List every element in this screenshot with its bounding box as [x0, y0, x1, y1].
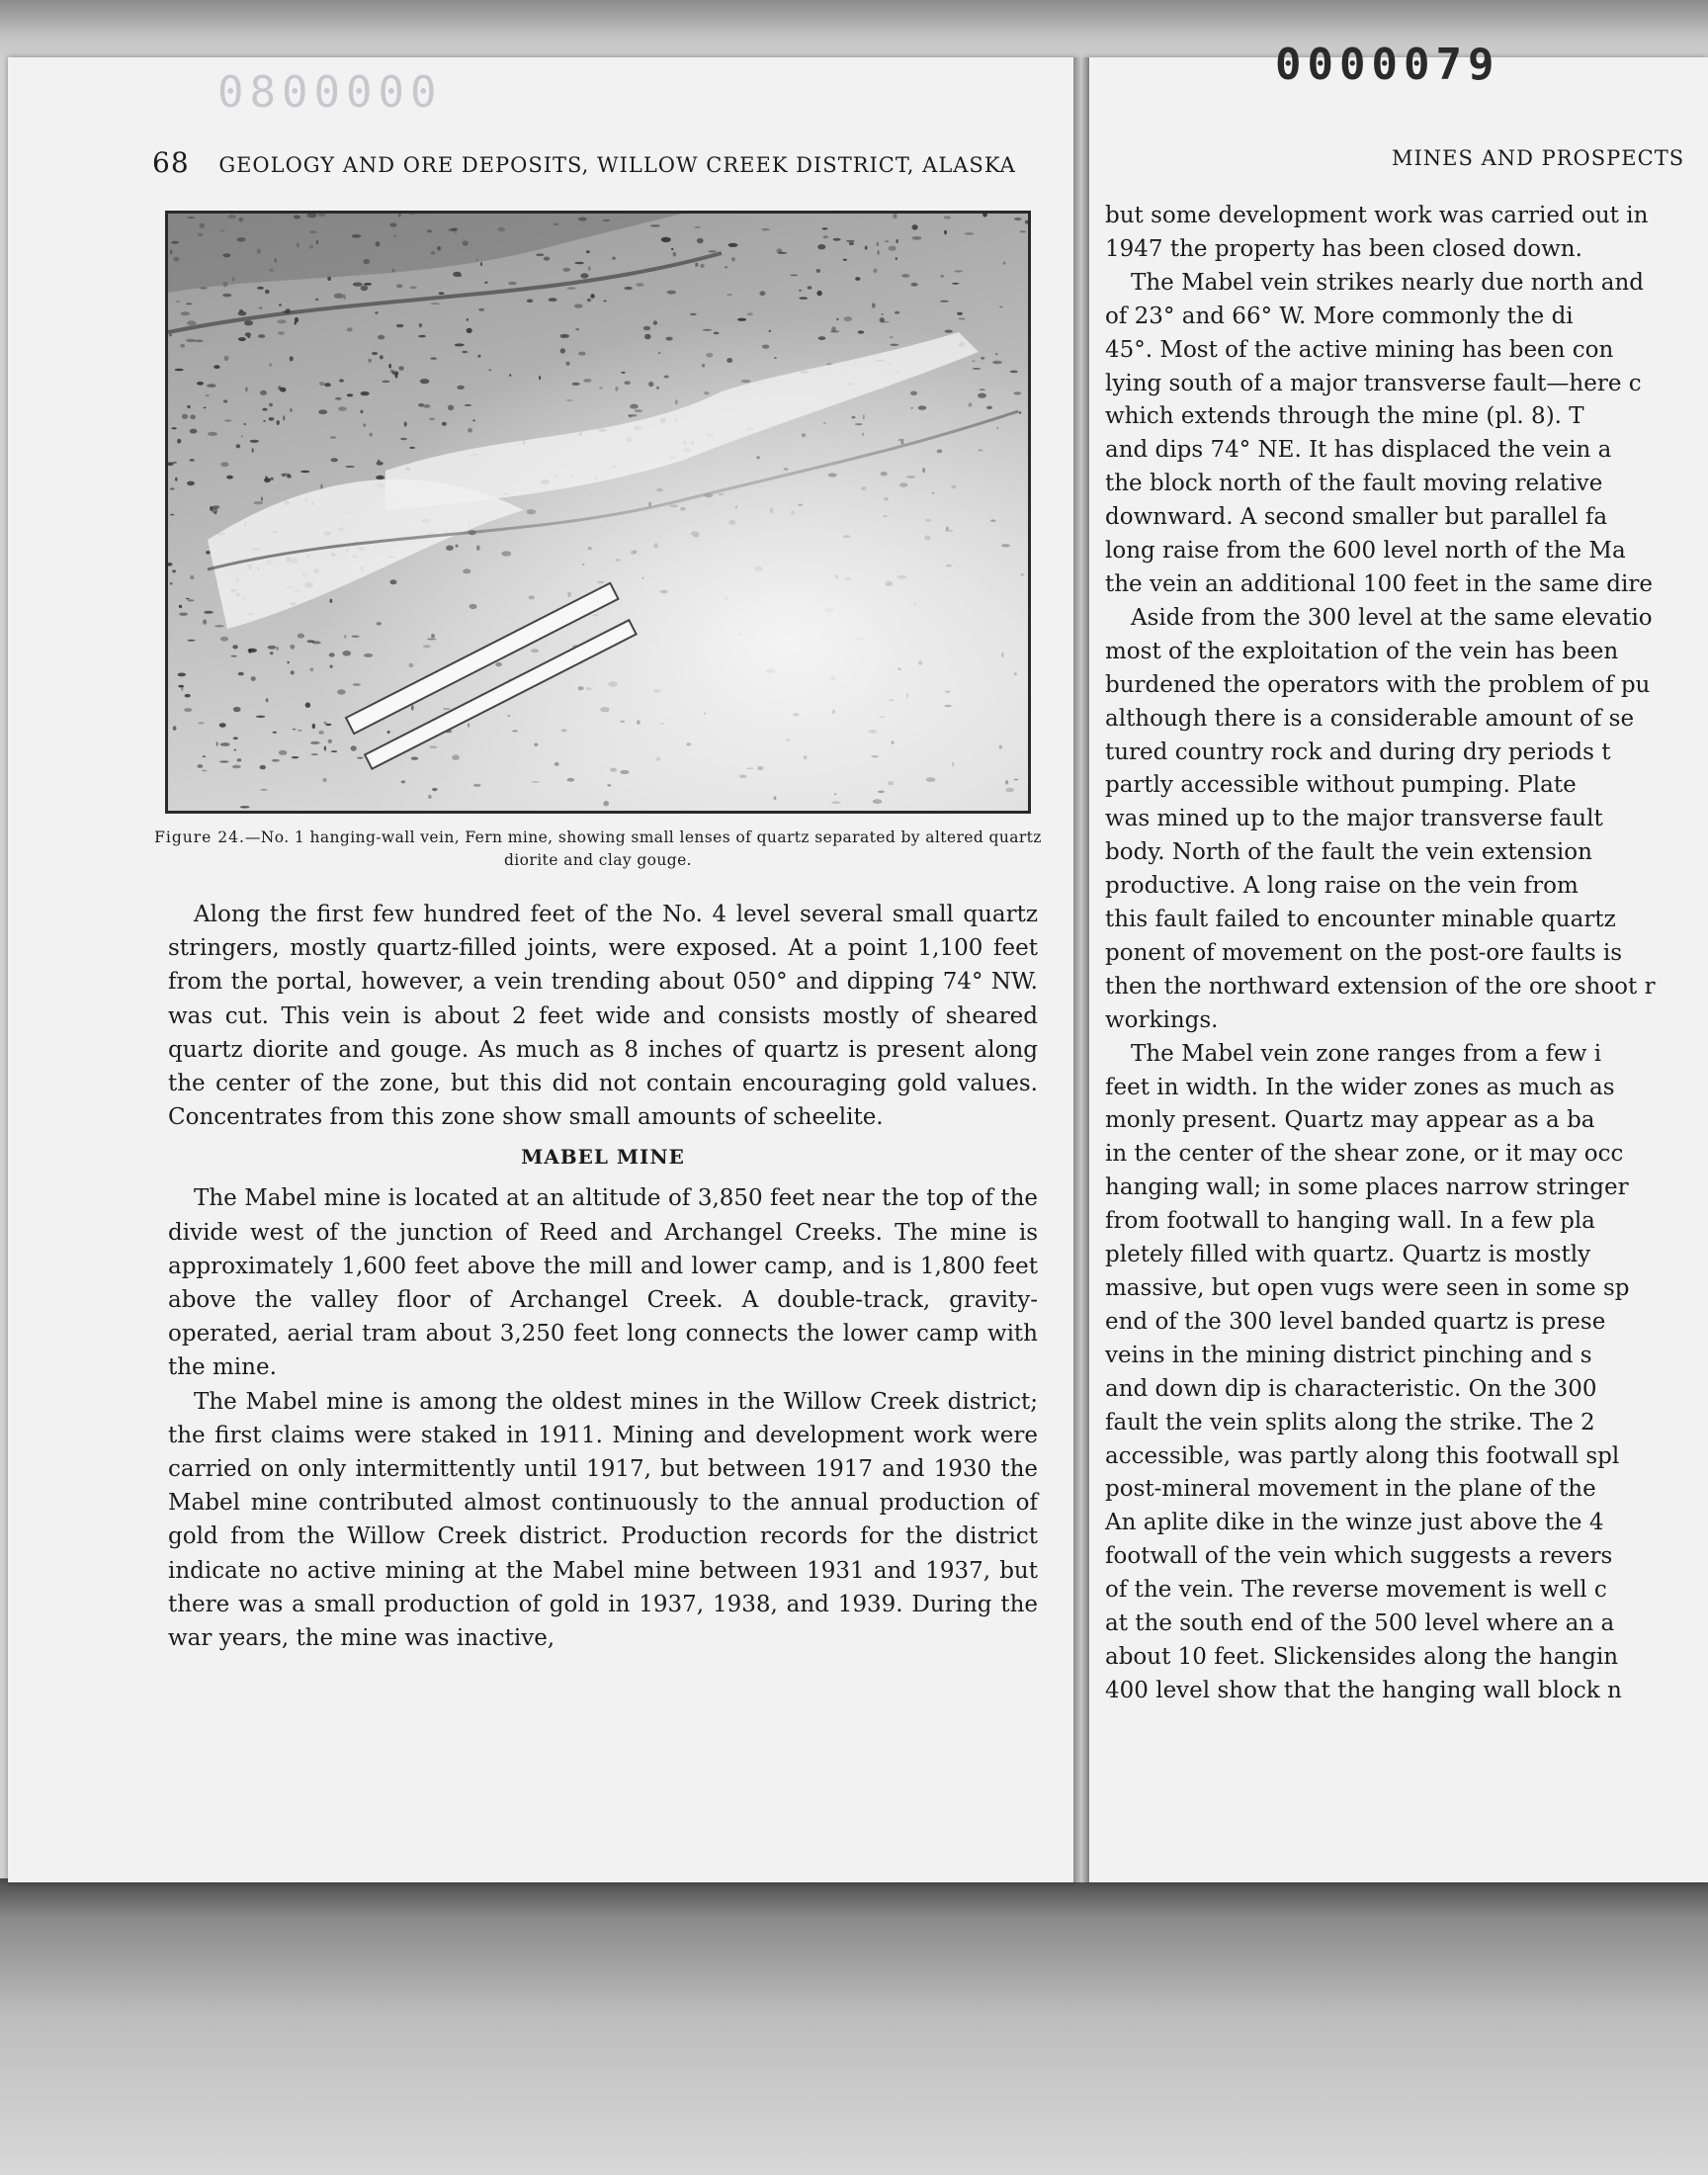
paragraph: The Mabel mine is located at an altitude of 3,850 feet near the top of the divide west of the junction of Reed and Archangel Creeks. The mine is approximately 1,600 feet above the mill and lower camp, and is 1,800 feet above the valley floor of Archangel Creek. A double-track, gravity-operated, aerial tram about 3,250 feet long connects the lower camp with the mine. [168, 1185, 1038, 1381]
left-text-column [168, 898, 1038, 1655]
text-line: was mined up to the major transverse fault [1105, 806, 1603, 832]
text-line: although there is a considerable amount of se [1105, 705, 1635, 732]
text-line: the vein an additional 100 feet in the same dire [1105, 570, 1653, 597]
text-line: end of the 300 level banded quartz is prese [1105, 1308, 1606, 1335]
text-line: burdened the operators with the problem of pu [1105, 671, 1651, 698]
text-line: post-mineral movement in the plane of the [1105, 1476, 1596, 1503]
running-head-title: GEOLOGY AND ORE DEPOSITS, WILLOW CREEK DISTRICT, ALASKA [218, 153, 1016, 177]
text-line: accessible, was partly along this footwall spl [1105, 1442, 1620, 1469]
vein-photo-drawing [168, 214, 1028, 811]
text-line: about 10 feet. Slickensides along the hangin [1105, 1643, 1619, 1670]
text-line: in the center of the shear zone, or it may occ [1105, 1141, 1624, 1168]
right-running-head: MINES AND PROSPECTS [1392, 146, 1685, 170]
text-line: and down dip is characteristic. On the 300 [1105, 1375, 1597, 1402]
left-running-head [152, 146, 1042, 180]
faint-page-stamp: 0800000 [217, 67, 443, 118]
page-stamp: 0000079 [1275, 40, 1500, 90]
text-line: and dips 74° NE. It has displaced the vein a [1105, 437, 1612, 464]
text-line: veins in the mining district pinching and s [1105, 1342, 1592, 1368]
text-line: from footwall to hanging wall. In a few pla [1105, 1208, 1595, 1235]
figure-photo [165, 211, 1031, 814]
text-line: massive, but open vugs were seen in some sp [1105, 1275, 1630, 1301]
text-line: this fault failed to encounter minable quartz [1105, 907, 1616, 933]
text-line: downward. A second smaller but parallel fa [1105, 504, 1608, 531]
text-line: partly accessible without pumping. Plate [1105, 772, 1577, 799]
text-line: then the northward extension of the ore shoot r [1105, 973, 1656, 1000]
text-line: the block north of the fault moving relative [1105, 471, 1603, 497]
text-line: Aside from the 300 level at the same elevatio [1131, 604, 1653, 631]
text-line: ponent of movement on the post-ore faults is [1105, 939, 1623, 966]
text-line: but some development work was carried out in [1105, 203, 1649, 228]
text-line: most of the exploitation of the vein has been [1105, 638, 1619, 664]
paragraph: The Mabel mine is among the oldest mines in the Willow Creek district; the first claims were staked in 1911. Mining and development work were carried on only intermittently until 1917, but between 1917 and 1930 the Mabel mine contributed almost continuously to the annual production of gold from the Willow Creek district. Production records for the district indicate no active mining at the Mabel mine between 1931 and 1937, but there was a small production of gold in 1937, 1938, and 1939. During the war years, the mine was inactive, [168, 1388, 1038, 1652]
scan-bottom-area [0, 1878, 1708, 2175]
page-number: 68 [152, 146, 190, 179]
right-text-column [1105, 200, 1708, 1708]
text-line: of the vein. The reverse movement is well c [1105, 1577, 1607, 1604]
figure-label: Figure 24. [154, 828, 245, 846]
text-line: footwall of the vein which suggests a revers [1105, 1543, 1613, 1570]
paragraph: Along the first few hundred feet of the No. 4 level several small quartz stringers, mostly quartz-filled joints, were exposed. At a point 1,100 feet from the portal, however, a vein trending about 050° and dipping 74° NW. was cut. This vein is about 2 feet wide and consists mostly of sheared quartz diorite and gouge. As much as 8 inches of quartz is present along the center of the zone, but this did not contain encouraging gold values. Concentrates from this zone show small amounts of scheelite. [168, 902, 1038, 1131]
text-line: 400 level show that the hanging wall block n [1105, 1677, 1622, 1703]
text-line: hanging wall; in some places narrow stringer [1105, 1174, 1629, 1201]
figure-caption-text: —No. 1 hanging-wall vein, Fern mine, showing small lenses of quartz separated by altered quartz diorite and clay gouge. [244, 828, 1042, 869]
text-line: workings. [1105, 1006, 1219, 1033]
text-line: at the south end of the 500 level where an a [1105, 1610, 1615, 1637]
text-line: The Mabel vein strikes nearly due north and [1131, 269, 1645, 296]
text-line: 1947 the property has been closed down. [1105, 235, 1582, 262]
text-line: which extends through the mine (pl. 8). T [1105, 403, 1584, 430]
book-gutter [1073, 57, 1089, 1882]
text-line: productive. A long raise on the vein from [1105, 873, 1579, 900]
text-line: 45°. Most of the active mining has been con [1105, 336, 1614, 363]
text-line: long raise from the 600 level north of the Ma [1105, 538, 1626, 565]
text-line: lying south of a major transverse fault—here c [1105, 370, 1642, 396]
section-heading: MABEL MINE [521, 1145, 685, 1170]
text-line: The Mabel vein zone ranges from a few i [1131, 1040, 1602, 1067]
text-line: pletely filled with quartz. Quartz is mostly [1105, 1242, 1591, 1268]
figure-caption [153, 826, 1043, 872]
text-line: of 23° and 66° W. More commonly the di [1105, 303, 1574, 329]
text-line: An aplite dike in the winze just above the 4 [1105, 1510, 1604, 1536]
text-line: body. North of the fault the vein extension [1105, 839, 1592, 866]
text-line: fault the vein splits along the strike. The 2 [1105, 1409, 1595, 1436]
text-line: feet in width. In the wider zones as much as [1105, 1074, 1615, 1100]
text-line: tured country rock and during dry periods t [1105, 739, 1611, 765]
text-line: monly present. Quartz may appear as a ba [1105, 1107, 1595, 1134]
